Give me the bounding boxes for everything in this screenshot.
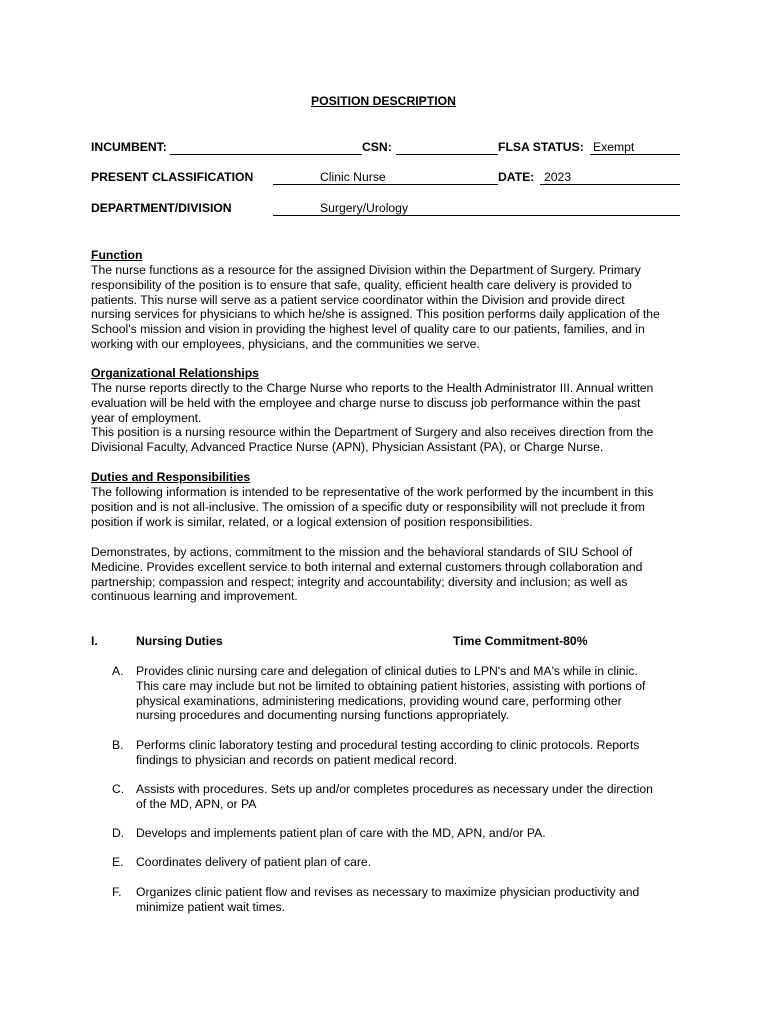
function-heading: Function xyxy=(91,248,143,262)
csn-label: CSN: xyxy=(362,140,392,154)
text-line: working with our employees, physicians, and the communities we serve. xyxy=(91,336,480,351)
list-item xyxy=(136,782,676,812)
text-line: Performs clinic laboratory testing and procedural testing according to clinic protocols. Reports xyxy=(136,738,640,752)
time-commitment: Time Commitment-80% xyxy=(453,634,588,648)
duties-body xyxy=(91,485,691,529)
org-heading: Organizational Relationships xyxy=(91,366,259,380)
text-line: Provides clinic nursing care and delegation of clinical duties to LPN's and MA's while in clinic. xyxy=(136,664,638,678)
text-line: This care may include but not be limited to obtaining patient histories, assisting with portions of xyxy=(136,678,646,693)
incumbent-field[interactable] xyxy=(170,140,362,155)
text-line: position if work is similar, related, or a logical extension of position responsibilities. xyxy=(91,514,533,529)
text-line: Demonstrates, by actions, commitment to the mission and the behavioral standards of SIU School of xyxy=(91,545,633,559)
text-line: Medicine. Provides excellent service to both internal and external customers through collaboration and xyxy=(91,559,643,574)
duties-body-2 xyxy=(91,545,691,604)
text-line: nursing services for physicians to which he/she is assigned. This position performs daily application of the xyxy=(91,307,660,322)
text-line: Develops and implements patient plan of care with the MD, APN, and/or PA. xyxy=(136,826,546,840)
text-line: nursing procedures and documenting nursing functions appropriately. xyxy=(136,708,510,723)
list-item xyxy=(136,826,676,841)
item-letter: A. xyxy=(112,664,124,678)
list-item xyxy=(136,855,676,870)
text-line: year of employment. xyxy=(91,410,202,425)
classification-field[interactable] xyxy=(273,170,498,185)
org-body xyxy=(91,381,691,455)
page-title: POSITION DESCRIPTION xyxy=(311,94,456,108)
classification-value: Clinic Nurse xyxy=(320,170,386,184)
text-line: physical examinations, administering medications, providing wound care, performing other xyxy=(136,693,622,708)
text-line: minimize patient wait times. xyxy=(136,899,286,914)
classification-label: PRESENT CLASSIFICATION xyxy=(91,170,254,184)
incumbent-label: INCUMBENT: xyxy=(91,140,167,154)
item-letter: E. xyxy=(112,855,124,869)
flsa-label: FLSA STATUS: xyxy=(498,140,584,154)
text-line: School's mission and vision in providing the highest level of quality care to our patients, families, and in xyxy=(91,322,645,337)
csn-field[interactable] xyxy=(396,140,498,155)
section-numeral: I. xyxy=(91,634,98,648)
text-line: of the MD, APN, or PA xyxy=(136,796,257,811)
list-item xyxy=(136,885,676,915)
date-label: DATE: xyxy=(498,170,535,184)
section-title: Nursing Duties xyxy=(136,634,223,648)
item-letter: C. xyxy=(112,782,125,796)
text-line: Coordinates delivery of patient plan of care. xyxy=(136,855,372,869)
text-line: The nurse reports directly to the Charge Nurse who reports to the Health Administrator III. Annual written xyxy=(91,381,654,395)
date-value: 2023 xyxy=(544,170,572,184)
text-line: responsibility of the position is to ensure that safe, quality, efficient health care delivery is provided to xyxy=(91,277,632,292)
flsa-value: Exempt xyxy=(593,140,635,154)
flsa-field[interactable] xyxy=(590,140,680,155)
function-body xyxy=(91,263,691,352)
text-line: Organizes clinic patient flow and revises as necessary to maximize physician productivity and xyxy=(136,885,640,899)
duties-heading: Duties and Responsibilities xyxy=(91,470,251,484)
list-item xyxy=(136,738,676,768)
text-line: Assists with procedures. Sets up and/or completes procedures as necessary under the direction xyxy=(136,782,653,796)
department-field[interactable] xyxy=(273,201,680,216)
text-line: Divisional Faculty, Advanced Practice Nurse (APN), Physician Assistant (PA), or Charge Nurse. xyxy=(91,440,604,455)
text-line: continuous learning and improvement. xyxy=(91,589,298,604)
text-line: The following information is intended to be representative of the work performed by the incumbent in this xyxy=(91,485,654,499)
date-field[interactable] xyxy=(540,170,680,185)
department-value: Surgery/Urology xyxy=(320,201,409,215)
item-letter: D. xyxy=(112,826,125,840)
text-line: position and is not all-inclusive. The omission of a specific duty or responsibility will not preclude it from xyxy=(91,499,645,514)
text-line: findings to physician and records on patient medical record. xyxy=(136,752,458,767)
department-label: DEPARTMENT/DIVISION xyxy=(91,201,232,215)
list-item xyxy=(136,664,676,723)
text-line: This position is a nursing resource within the Department of Surgery and also receives direction from the xyxy=(91,425,654,440)
item-letter: F. xyxy=(112,885,122,899)
item-letter: B. xyxy=(112,738,124,752)
text-line: patients. This nurse will serve as a patient service coordinator within the Division and provide direct xyxy=(91,292,625,307)
text-line: evaluation will be held with the employee and charge nurse to discuss job performance within the past xyxy=(91,395,641,410)
text-line: partnership; compassion and respect; integrity and accountability; diversity and inclusion; as well as xyxy=(91,574,628,589)
text-line: The nurse functions as a resource for the assigned Division within the Department of Surgery. Primary xyxy=(91,263,641,277)
